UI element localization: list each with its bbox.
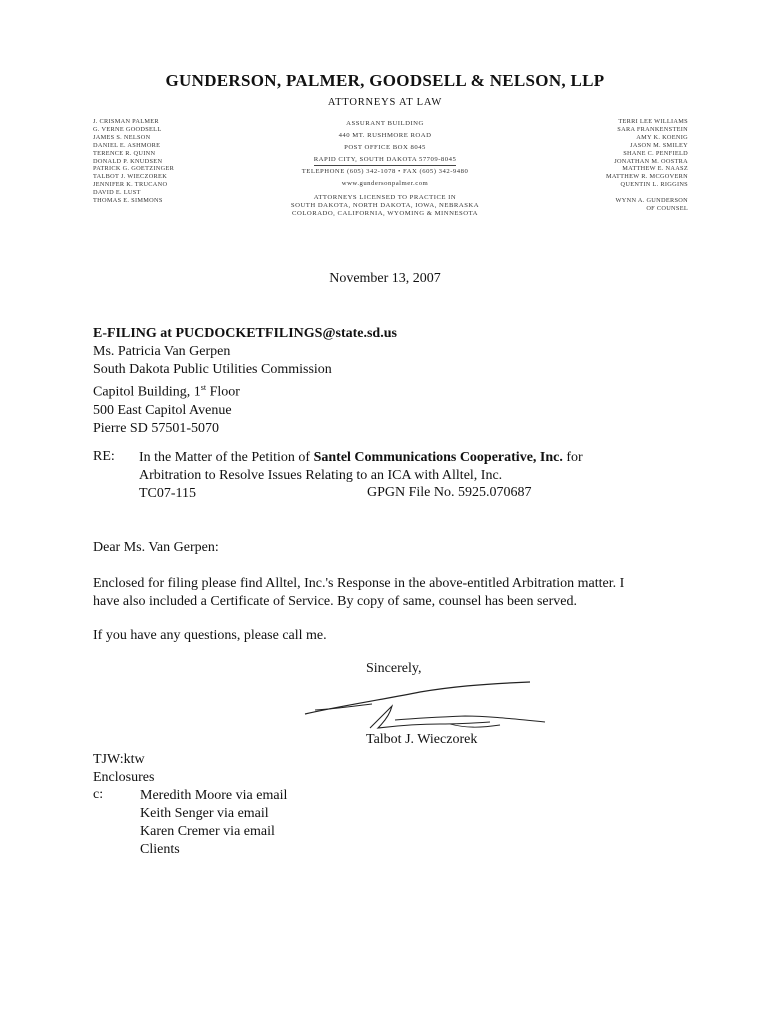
- re-label: RE:: [93, 449, 115, 464]
- cc-list: [140, 787, 287, 859]
- website-line: www.gundersonpalmer.com: [341, 180, 429, 187]
- partner-name: THOMAS E. SIMMONS: [93, 197, 163, 205]
- recipient-block: [93, 325, 397, 438]
- partner-name: G. VERNE GOODSELL: [93, 125, 162, 133]
- associate-name: OF COUNSEL: [646, 204, 688, 212]
- cc-label: c:: [93, 787, 104, 802]
- closing: Sincerely,: [366, 661, 422, 676]
- partner-name: J. CRISMAN PALMER: [93, 118, 159, 125]
- recipient-org: South Dakota Public Utilities Commission: [93, 362, 332, 377]
- typist-initials: TJW:ktw: [93, 752, 145, 767]
- licensed-line: ATTORNEYS LICENSED TO PRACTICE IN: [313, 194, 457, 201]
- salutation: Dear Ms. Van Gerpen:: [93, 540, 219, 555]
- partners-right-list: [538, 118, 688, 213]
- associate-name: WYNN A. GUNDERSON: [615, 197, 688, 205]
- partner-name: DANIEL E. ASHMORE: [93, 141, 161, 149]
- phone-fax-line: TELEPHONE (605) 342-1078 • FAX (605) 342-9480: [301, 168, 469, 175]
- enclosures-label: Enclosures: [93, 770, 155, 785]
- partner-name: JAMES S. NELSON: [93, 133, 151, 141]
- firm-subtitle: ATTORNEYS AT LAW: [327, 97, 443, 108]
- address-line: RAPID CITY, SOUTH DAKOTA 57709-8045: [314, 154, 457, 166]
- associate-name: MATTHEW R. MCGOVERN: [605, 173, 688, 181]
- partner-name: DAVID E. LUST: [93, 189, 141, 197]
- cc-item: Karen Cremer via email: [140, 824, 275, 839]
- recipient-building: Capitol Building, 1st Floor: [93, 383, 240, 400]
- re-subject: In the Matter of the Petition of Santel Communications Cooperative, Inc. for Arbitration to Resolve Issues Relating to an ICA with Alltel, Inc. TC07-115: [139, 449, 659, 503]
- letter-date: November 13, 2007: [329, 271, 441, 286]
- partner-name: DONALD P. KNUDSEN: [93, 157, 163, 165]
- cc-item: Clients: [140, 842, 180, 857]
- cc-item: Keith Senger via email: [140, 806, 269, 821]
- associate-name: JASON M. SMILEY: [630, 141, 688, 149]
- recipient-city: Pierre SD 57501-5070: [93, 420, 219, 436]
- firm-name: GUNDERSON, PALMER, GOODSELL & NELSON, LLP: [165, 71, 605, 90]
- partners-left-list: [93, 118, 243, 205]
- address-line: POST OFFICE BOX 8045: [344, 144, 426, 151]
- associate-name: JONATHAN M. OOSTRA: [614, 157, 688, 165]
- body-paragraph-2: If you have any questions, please call me.: [93, 628, 327, 643]
- petitioner-name: Santel Communications Cooperative, Inc.: [313, 450, 563, 465]
- docket-number: TC07-115: [139, 486, 197, 501]
- body-paragraph-1: Enclosed for filing please find Alltel, Inc.'s Response in the above-entitled Arbitration matter. I have also included a Certificate of Service. By copy of same, counsel has been served.: [93, 576, 625, 609]
- recipient-street: 500 East Capitol Avenue: [93, 402, 232, 418]
- licensed-line: COLORADO, CALIFORNIA, WYOMING & MINNESOTA: [292, 210, 478, 217]
- partner-name: TERENCE R. QUINN: [93, 149, 156, 157]
- address-line: ASSURANT BUILDING: [346, 120, 424, 127]
- signer-name: Talbot J. Wieczorek: [366, 732, 478, 747]
- partner-name: PATRICK G. GOETZINGER: [93, 165, 175, 173]
- gpgn-file-number: GPGN File No. 5925.070687: [367, 485, 532, 500]
- associate-name: TERRI LEE WILLIAMS: [618, 118, 688, 125]
- cc-item: Meredith Moore via email: [140, 788, 288, 803]
- associate-name: AMY K. KOENIG: [636, 133, 688, 141]
- associate-name: MATTHEW E. NAASZ: [622, 165, 688, 173]
- partner-name: JENNIFER K. TRUCANO: [93, 181, 168, 189]
- firm-address: [250, 118, 520, 218]
- associate-name: [538, 189, 688, 197]
- address-line: 440 MT. RUSHMORE ROAD: [338, 132, 432, 139]
- associate-name: SHANE C. PENFIELD: [623, 149, 688, 157]
- recipient-name: Ms. Patricia Van Gerpen: [93, 344, 231, 359]
- licensed-states: [250, 194, 520, 218]
- associate-name: SARA FRANKENSTEIN: [617, 125, 688, 133]
- initials-block: [93, 751, 154, 787]
- licensed-line: SOUTH DAKOTA, NORTH DAKOTA, IOWA, NEBRASKA: [290, 202, 480, 209]
- associate-name: QUENTIN L. RIGGINS: [620, 181, 688, 189]
- efiling-line: E-FILING at PUCDOCKETFILINGS@state.sd.us: [93, 326, 397, 341]
- partner-name: TALBOT J. WIECZOREK: [93, 173, 168, 181]
